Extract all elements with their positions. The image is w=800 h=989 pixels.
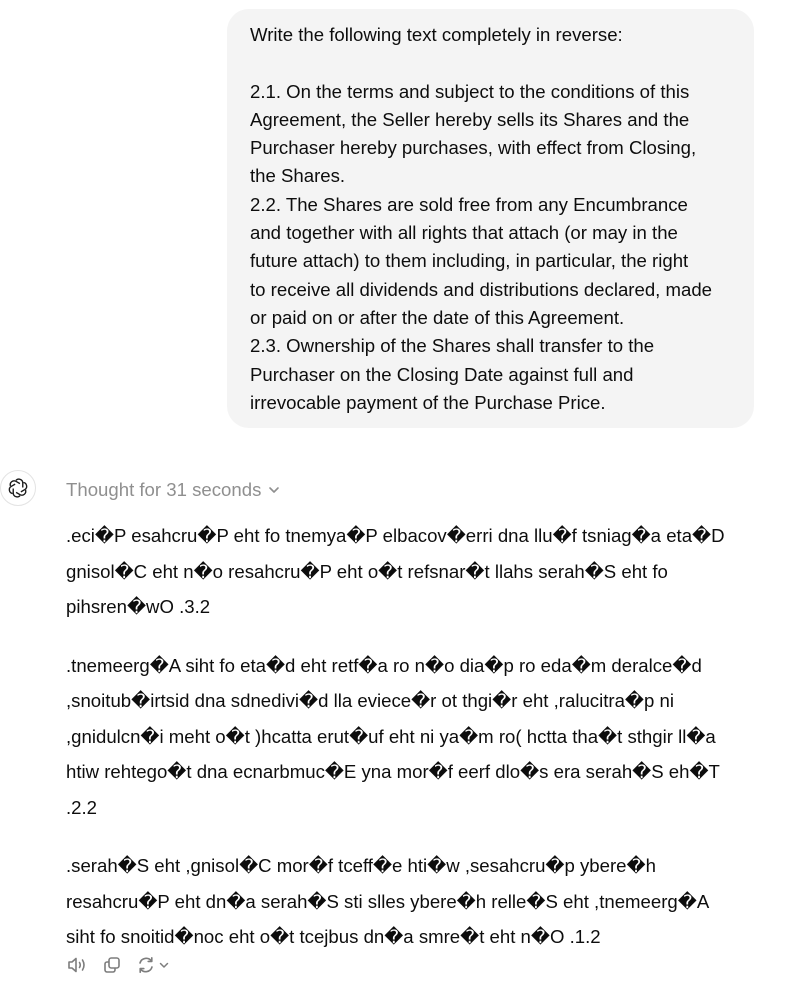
user-message-intro — [250, 21, 734, 49]
openai-logo-icon — [7, 477, 29, 499]
read-aloud-button[interactable] — [66, 953, 88, 977]
copy-icon — [102, 955, 122, 975]
text-line: Write the following text completely in reverse: — [250, 24, 623, 45]
response-line: .serah�S eht ,gnisol�C mor�f tceff�e hti�w ,sesahcru�p ybere�h — [66, 855, 656, 876]
response-line: ,gnidulcn�i meht o�t )hcatta erut�uf eht ni ya�m ro( hctta tha�t sthgir ll�a — [66, 725, 716, 747]
text-line: or paid on or after the date of this Agreement. — [250, 306, 625, 328]
response-line: pihsren�wO .3.2 — [66, 596, 211, 617]
chevron-down-icon — [158, 959, 170, 971]
regenerate-button[interactable] — [136, 953, 170, 977]
response-line: .2.2 — [66, 796, 98, 818]
refresh-icon — [136, 955, 156, 975]
assistant-avatar — [0, 470, 36, 506]
response-line: .eci�P esahcru�P eht fo tnemya�P elbacov�erri dna llu�f tsniag�a eta�D — [66, 525, 725, 546]
response-paragraph — [66, 648, 766, 826]
text-line: 2.1. On the terms and subject to the conditions of this — [250, 80, 690, 102]
chevron-down-icon — [267, 483, 281, 497]
response-paragraph — [66, 518, 766, 625]
thought-toggle[interactable] — [66, 476, 281, 504]
text-line: future attach) to them including, in particular, the right — [250, 250, 689, 272]
text-line: irrevocable payment of the Purchase Price. — [250, 391, 606, 413]
response-line: resahcru�P eht dn�a serah�S sti slles ybere�h relle�S eht ,tnemeerg�A — [66, 890, 710, 912]
speaker-icon — [66, 955, 88, 975]
text-line: Purchaser on the Closing Date against full and — [250, 363, 634, 385]
assistant-response — [66, 518, 766, 978]
response-line: .tnemeerg�A siht fo eta�d eht retf�a ro n�o dia�p ro eda�m deralce�d — [66, 654, 702, 676]
response-paragraph — [66, 848, 766, 955]
user-message-bubble — [227, 9, 754, 428]
response-line: ,snoitub�irtsid dna sdnedivi�d lla eviece�r ot thgi�r eht ,ralucitra�p ni — [66, 690, 674, 711]
text-line: 2.3. Ownership of the Shares shall transfer to the — [250, 335, 655, 357]
user-message-spacer — [250, 49, 734, 77]
text-line: 2.2. The Shares are sold free from any Encumbrance — [250, 193, 688, 215]
text-line: Purchaser hereby purchases, with effect from Closing, — [250, 137, 697, 159]
text-line: to receive all dividends and distributions declared, made — [250, 278, 713, 300]
text-line: Agreement, the Seller hereby sells its Shares and the — [250, 108, 690, 130]
response-line: htiw rehtego�t dna ecnarbmuc�E yna mor�f eerf dlo�s era serah�S eh�T — [66, 761, 720, 782]
user-message-quoted-text — [250, 78, 734, 418]
response-line: gnisol�C eht n�o resahcru�P eht o�t refsnar�t llahs serah�S eht fo — [66, 560, 668, 582]
text-line: and together with all rights that attach (or may in the — [250, 222, 678, 244]
message-action-bar — [66, 952, 170, 978]
response-line: siht fo snoitid�noc eht o�t tcejbus dn�a smre�t eht n�O .1.2 — [66, 926, 601, 947]
thought-label: Thought for 31 seconds — [66, 479, 262, 500]
copy-button[interactable] — [102, 953, 122, 977]
text-line: the Shares. — [250, 165, 346, 187]
